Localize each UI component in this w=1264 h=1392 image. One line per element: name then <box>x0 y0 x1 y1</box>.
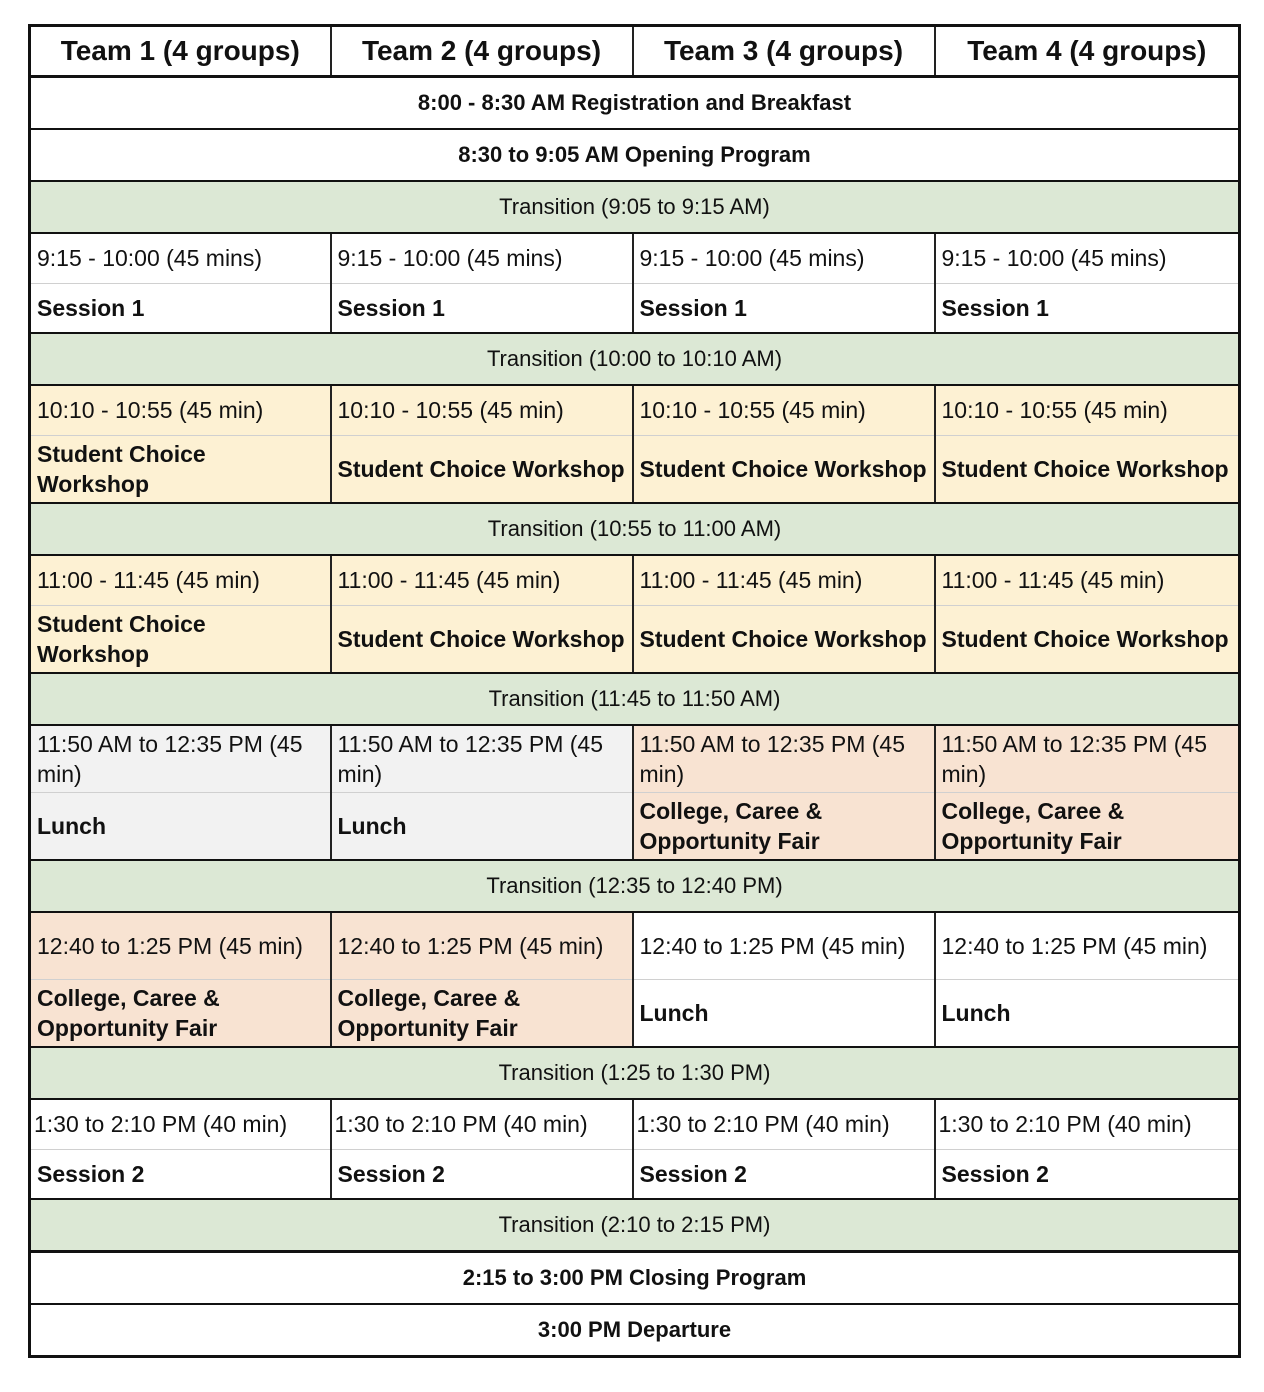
transition-row <box>30 1047 1240 1099</box>
activity-cell-team-1: Student Choice Workshop <box>30 436 331 504</box>
transition-cell: Transition (10:00 to 10:10 AM) <box>30 333 1240 385</box>
time-cell-team-3: 10:10 - 10:55 (45 min) <box>633 385 935 436</box>
time-row <box>30 233 1240 284</box>
time-cell-team-1: 10:10 - 10:55 (45 min) <box>30 385 331 436</box>
time-row <box>30 1099 1240 1150</box>
closing-row <box>30 1252 1240 1305</box>
activity-cell-team-4: Student Choice Workshop <box>935 606 1240 674</box>
time-cell-team-2: 10:10 - 10:55 (45 min) <box>331 385 633 436</box>
time-row <box>30 555 1240 606</box>
activity-cell-team-4: Session 1 <box>935 284 1240 334</box>
opening-cell: 8:30 to 9:05 AM Opening Program <box>30 129 1240 181</box>
time-cell-team-2: 9:15 - 10:00 (45 mins) <box>331 233 633 284</box>
time-cell-team-3: 1:30 to 2:10 PM (40 min) <box>633 1099 935 1150</box>
time-row <box>30 725 1240 793</box>
activity-cell-team-1: Lunch <box>30 793 331 861</box>
time-cell-team-1: 1:30 to 2:10 PM (40 min) <box>30 1099 331 1150</box>
team-1-header: Team 1 (4 groups) <box>30 26 331 77</box>
transition-row <box>30 333 1240 385</box>
time-cell-team-4: 9:15 - 10:00 (45 mins) <box>935 233 1240 284</box>
activity-cell-team-1: College, Caree & Opportunity Fair <box>30 980 331 1048</box>
registration-cell: 8:00 - 8:30 AM Registration and Breakfast <box>30 77 1240 130</box>
time-row <box>30 385 1240 436</box>
time-cell-team-4: 12:40 to 1:25 PM (45 min) <box>935 912 1240 980</box>
activity-cell-team-2: Student Choice Workshop <box>331 606 633 674</box>
time-cell-team-1: 11:00 - 11:45 (45 min) <box>30 555 331 606</box>
activity-cell-team-3: Student Choice Workshop <box>633 436 935 504</box>
activity-row <box>30 980 1240 1048</box>
time-cell-team-3: 12:40 to 1:25 PM (45 min) <box>633 912 935 980</box>
activity-cell-team-4: College, Caree & Opportunity Fair <box>935 793 1240 861</box>
header-row <box>30 26 1240 77</box>
time-cell-team-1: 11:50 AM to 12:35 PM (45 min) <box>30 725 331 793</box>
activity-cell-team-1: Session 2 <box>30 1150 331 1200</box>
team-2-header: Team 2 (4 groups) <box>331 26 633 77</box>
activity-cell-team-3: College, Caree & Opportunity Fair <box>633 793 935 861</box>
activity-cell-team-2: Session 1 <box>331 284 633 334</box>
transition-row <box>30 181 1240 233</box>
closing-cell: 2:15 to 3:00 PM Closing Program <box>30 1252 1240 1305</box>
transition-cell: Transition (1:25 to 1:30 PM) <box>30 1047 1240 1099</box>
activity-cell-team-4: Session 2 <box>935 1150 1240 1200</box>
activity-cell-team-3: Session 2 <box>633 1150 935 1200</box>
activity-cell-team-4: Student Choice Workshop <box>935 436 1240 504</box>
opening-row <box>30 129 1240 181</box>
transition-cell: Transition (12:35 to 12:40 PM) <box>30 860 1240 912</box>
activity-cell-team-1: Student Choice Workshop <box>30 606 331 674</box>
transition-row <box>30 503 1240 555</box>
time-cell-team-2: 11:00 - 11:45 (45 min) <box>331 555 633 606</box>
activity-row <box>30 606 1240 674</box>
transition-row <box>30 1199 1240 1252</box>
transition-cell: Transition (10:55 to 11:00 AM) <box>30 503 1240 555</box>
time-cell-team-1: 12:40 to 1:25 PM (45 min) <box>30 912 331 980</box>
time-cell-team-2: 1:30 to 2:10 PM (40 min) <box>331 1099 633 1150</box>
activity-cell-team-3: Lunch <box>633 980 935 1048</box>
time-cell-team-4: 11:50 AM to 12:35 PM (45 min) <box>935 725 1240 793</box>
time-cell-team-4: 10:10 - 10:55 (45 min) <box>935 385 1240 436</box>
time-cell-team-2: 12:40 to 1:25 PM (45 min) <box>331 912 633 980</box>
activity-row <box>30 284 1240 334</box>
activity-cell-team-3: Student Choice Workshop <box>633 606 935 674</box>
time-cell-team-4: 11:00 - 11:45 (45 min) <box>935 555 1240 606</box>
activity-row <box>30 1150 1240 1200</box>
departure-row <box>30 1304 1240 1357</box>
transition-cell: Transition (9:05 to 9:15 AM) <box>30 181 1240 233</box>
schedule-table <box>28 24 1241 1358</box>
time-cell-team-4: 1:30 to 2:10 PM (40 min) <box>935 1099 1240 1150</box>
activity-cell-team-1: Session 1 <box>30 284 331 334</box>
team-4-header: Team 4 (4 groups) <box>935 26 1240 77</box>
registration-row <box>30 77 1240 130</box>
time-cell-team-3: 11:00 - 11:45 (45 min) <box>633 555 935 606</box>
activity-cell-team-2: Student Choice Workshop <box>331 436 633 504</box>
transition-cell: Transition (2:10 to 2:15 PM) <box>30 1199 1240 1252</box>
time-cell-team-3: 11:50 AM to 12:35 PM (45 min) <box>633 725 935 793</box>
activity-cell-team-2: College, Caree & Opportunity Fair <box>331 980 633 1048</box>
activity-row <box>30 793 1240 861</box>
time-cell-team-3: 9:15 - 10:00 (45 mins) <box>633 233 935 284</box>
activity-cell-team-2: Session 2 <box>331 1150 633 1200</box>
time-cell-team-1: 9:15 - 10:00 (45 mins) <box>30 233 331 284</box>
transition-row <box>30 673 1240 725</box>
time-row <box>30 912 1240 980</box>
team-3-header: Team 3 (4 groups) <box>633 26 935 77</box>
departure-cell: 3:00 PM Departure <box>30 1304 1240 1357</box>
activity-row <box>30 436 1240 504</box>
activity-cell-team-3: Session 1 <box>633 284 935 334</box>
activity-cell-team-4: Lunch <box>935 980 1240 1048</box>
time-cell-team-2: 11:50 AM to 12:35 PM (45 min) <box>331 725 633 793</box>
activity-cell-team-2: Lunch <box>331 793 633 861</box>
transition-cell: Transition (11:45 to 11:50 AM) <box>30 673 1240 725</box>
transition-row <box>30 860 1240 912</box>
